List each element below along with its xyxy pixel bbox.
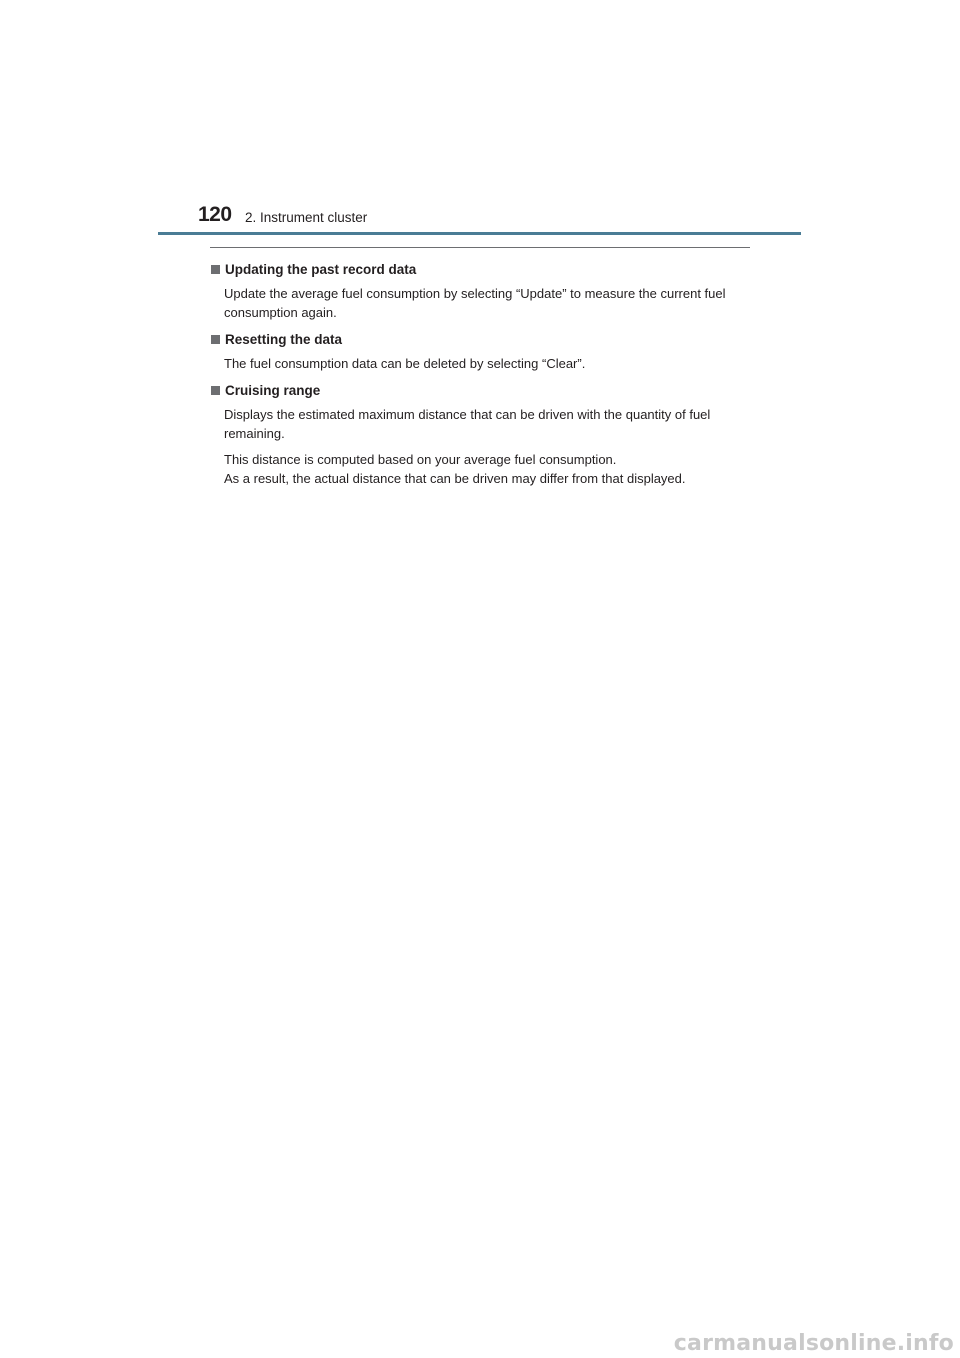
section-divider [210, 247, 750, 248]
section-heading [210, 379, 755, 401]
watermark-text: carmanualsonline.info [673, 1331, 954, 1356]
paragraph-line: This distance is computed based on your average fuel consumption. [224, 452, 617, 467]
paragraph-line: As a result, the actual distance that can be driven may differ from that displayed. [224, 471, 686, 486]
section-paragraph: Update the average fuel consumption by selecting “Update” to measure the current fuel consumption again. [224, 286, 726, 320]
page-content [210, 258, 755, 492]
section-resetting-data [210, 328, 755, 373]
section-paragraph: The fuel consumption data can be deleted by selecting “Clear”. [224, 356, 586, 371]
section-cruising-range [210, 379, 755, 488]
chapter-title: 2. Instrument cluster [245, 210, 368, 225]
square-bullet-icon [211, 265, 220, 274]
section-heading-text: Cruising range [225, 382, 321, 398]
section-paragraph: Displays the estimated maximum distance that can be driven with the quantity of fuel remaining. [224, 407, 711, 441]
section-updating-past-record [210, 258, 755, 322]
section-paragraph [224, 450, 755, 488]
square-bullet-icon [211, 335, 220, 344]
header-rule [158, 232, 801, 235]
section-heading [210, 328, 755, 350]
page-number: 120 [198, 203, 232, 226]
square-bullet-icon [211, 386, 220, 395]
section-heading-text: Updating the past record data [225, 261, 417, 277]
section-heading [210, 258, 755, 280]
section-heading-text: Resetting the data [225, 331, 343, 347]
